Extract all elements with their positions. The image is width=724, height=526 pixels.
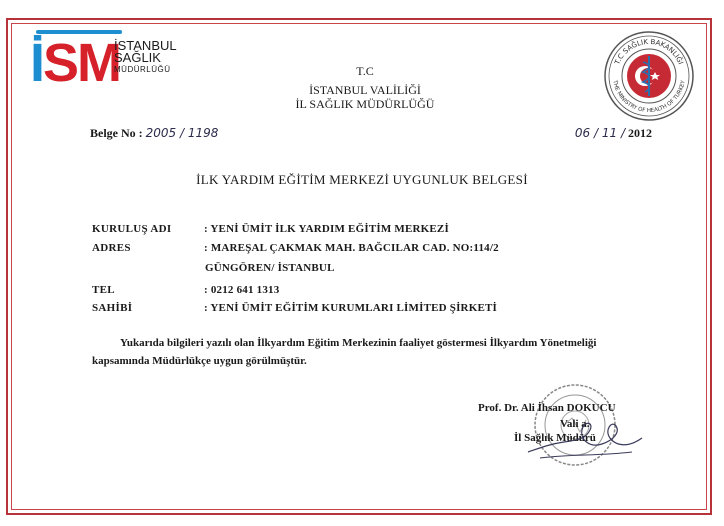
seal-top-text: T.C SAĞLIK BAKANLIĞI — [613, 37, 685, 66]
field-label-kurulus: KURULUŞ ADI — [92, 223, 172, 235]
field-label-tel: TEL — [92, 284, 115, 296]
statement-line-2: kapsamında Müdürlükçe uygun görülmüştür. — [92, 355, 307, 367]
logo-letters — [30, 33, 121, 93]
logo-text — [114, 40, 177, 76]
logo-line-istanbul: İSTANBUL — [114, 38, 177, 53]
field-label-adres: ADRES — [92, 242, 131, 254]
field-value-tel: : 0212 641 1313 — [204, 284, 280, 296]
handwritten-signature — [520, 408, 650, 468]
document-number-handwritten: 2005 / 1198 — [145, 126, 219, 140]
date-handwritten: 06 / 11 / — [574, 126, 625, 140]
field-value-kurulus: : YENİ ÜMİT İLK YARDIM EĞİTİM MERKEZİ — [204, 223, 449, 235]
signatory-role-vali: Vali a. — [560, 418, 590, 430]
signatory-role-mudur: İl Sağlık Müdürü — [514, 432, 596, 444]
logo-line-saglik: SAĞLIK — [114, 50, 161, 65]
header-valilik: İSTANBUL VALİLİĞİ — [309, 83, 421, 97]
ministry-seal — [603, 30, 695, 122]
field-label-sahibi: SAHİBİ — [92, 302, 133, 314]
logo-letter-i: İ — [30, 33, 44, 93]
signatory-name: Prof. Dr. Ali İhsan DOKUCU — [478, 402, 616, 414]
seal-bottom-text: THE MINISTRY OF HEALTH OF TURKEY — [611, 79, 687, 115]
field-value-adres: : MAREŞAL ÇAKMAK MAH. BAĞCILAR CAD. NO:114/2 — [204, 242, 499, 254]
logo-line-mudurlugu: MÜDÜRLÜĞÜ — [114, 65, 171, 74]
statement-line-1: Yukarıda bilgileri yazılı olan İlkyardım Eğitim Merkezinin faaliyet göstermesi İlkyardım Yönetmeliği — [120, 337, 597, 349]
istanbul-health-logo — [30, 30, 180, 100]
field-value-sahibi: : YENİ ÜMİT EĞİTİM KURUMLARI LİMİTED ŞİRKETİ — [204, 302, 498, 314]
document-number-label: Belge No : — [90, 126, 143, 140]
date-year: 2012 — [628, 126, 652, 140]
certificate-title: İLK YARDIM EĞİTİM MERKEZİ UYGUNLUK BELGESİ — [196, 172, 528, 187]
logo-letter-m: M — [77, 33, 121, 93]
document-number-row — [90, 126, 218, 141]
header-mudurluk: İL SAĞLIK MÜDÜRLÜĞÜ — [295, 97, 435, 111]
header-tc: T.C — [356, 64, 374, 78]
logo-letter-s: S — [43, 33, 78, 93]
document-date — [575, 126, 652, 141]
field-value-adres-line2: GÜNGÖREN/ İSTANBUL — [205, 262, 335, 274]
